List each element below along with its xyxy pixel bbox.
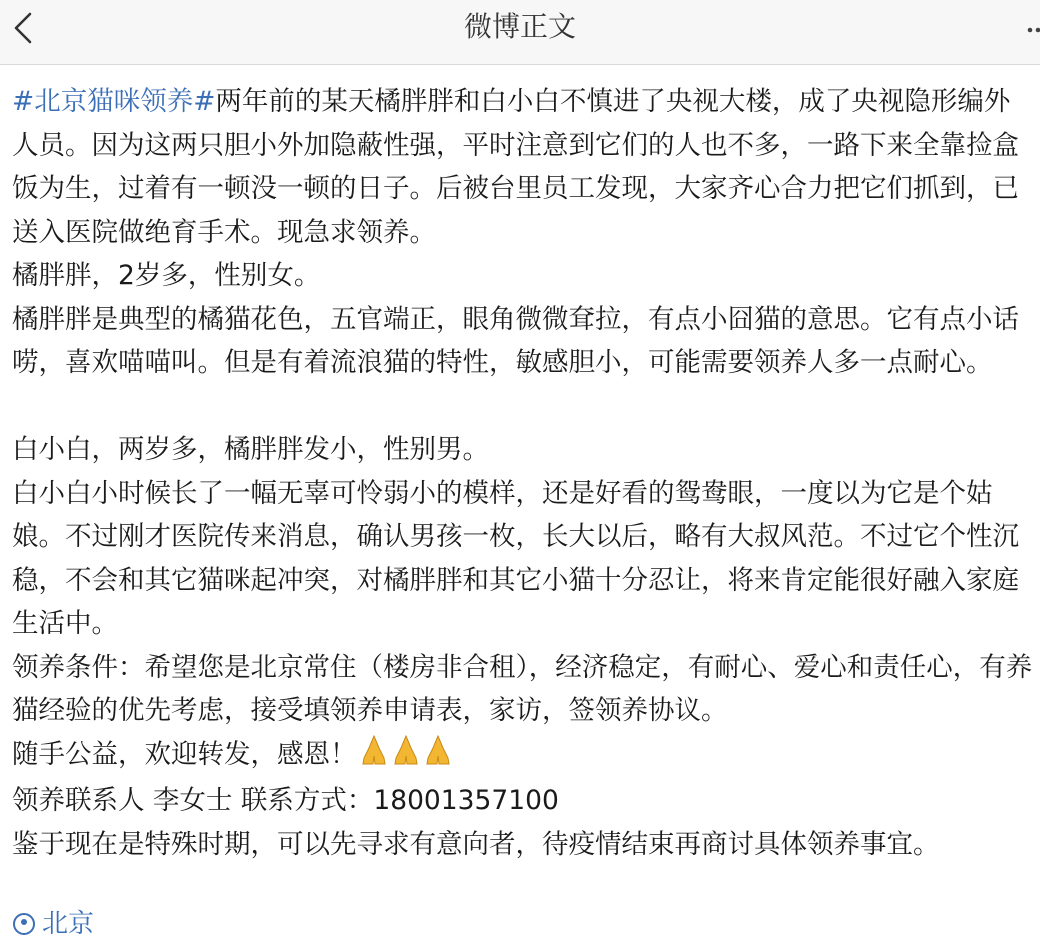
blank-line	[12, 385, 1036, 429]
cat1-description: 橘胖胖是典型的橘猫花色，五官端正，眼角微微耷拉，有点小囧猫的意思。它有点小话唠，喜欢喵喵叫。但是有着流浪猫的特性，敏感胆小，可能需要领养人多一点耐心。	[12, 303, 1019, 378]
cat1-basic-info: 橘胖胖，2岁多，性别女。	[12, 260, 321, 291]
adoption-conditions: 领养条件：希望您是北京常住（楼房非合租），经济稳定，有耐心、爱心和责任心，有养猫经验的优先考虑，接受填领养申请表，家访，签领养协议。	[12, 651, 1033, 726]
contact-info: 领养联系人 李女士 联系方式：18001357100	[12, 785, 559, 816]
location-pin-icon	[12, 912, 36, 936]
cat2-description: 白小白小时候长了一幅无辜可怜弱小的模样，还是好看的鸳鸯眼，一度以为它是个姑娘。不过刚才医院传来消息，确认男孩一枚，长大以后，略有大叔风范。不过它个性沉稳，不会和其它猫咪起冲突，对橘胖胖和其它小猫十分忍让，将来肯定能很好融入家庭生活中。	[12, 477, 1019, 639]
note-text: 鉴于现在是特殊时期，可以先寻求有意向者，待疫情结束再商讨具体领养事宜。	[12, 828, 940, 860]
hashtag-link[interactable]: #北京猫咪领养#	[12, 86, 216, 117]
top-navbar	[0, 0, 1040, 65]
page-title: 微博正文	[463, 10, 576, 43]
folded-hands-emoji	[359, 734, 455, 780]
location-link[interactable]	[12, 906, 94, 942]
cat2-basic-info: 白小白，两岁多，橘胖胖发小，性别男。	[12, 434, 489, 465]
charity-line	[12, 733, 1036, 780]
intro-text: 两年前的某天橘胖胖和白小白不慎进了央视大楼，成了央视隐形编外人员。因为这两只胆小外加隐蔽性强，平时注意到它们的人也不多，一路下来全靠捡盒饭为生，过着有一顿没一顿的日子。后被台里员工发现，大家齐心合力把它们抓到，已送入医院做绝育手术。现急求领养。	[12, 86, 1019, 248]
location-label: 北京	[42, 909, 95, 939]
more-dots-icon	[1010, 10, 1040, 50]
intro-paragraph	[12, 80, 1036, 254]
more-options-button[interactable]	[1010, 10, 1040, 50]
charity-text: 随手公益，欢迎转发，感恩！	[12, 738, 357, 770]
post-body	[12, 80, 1036, 866]
